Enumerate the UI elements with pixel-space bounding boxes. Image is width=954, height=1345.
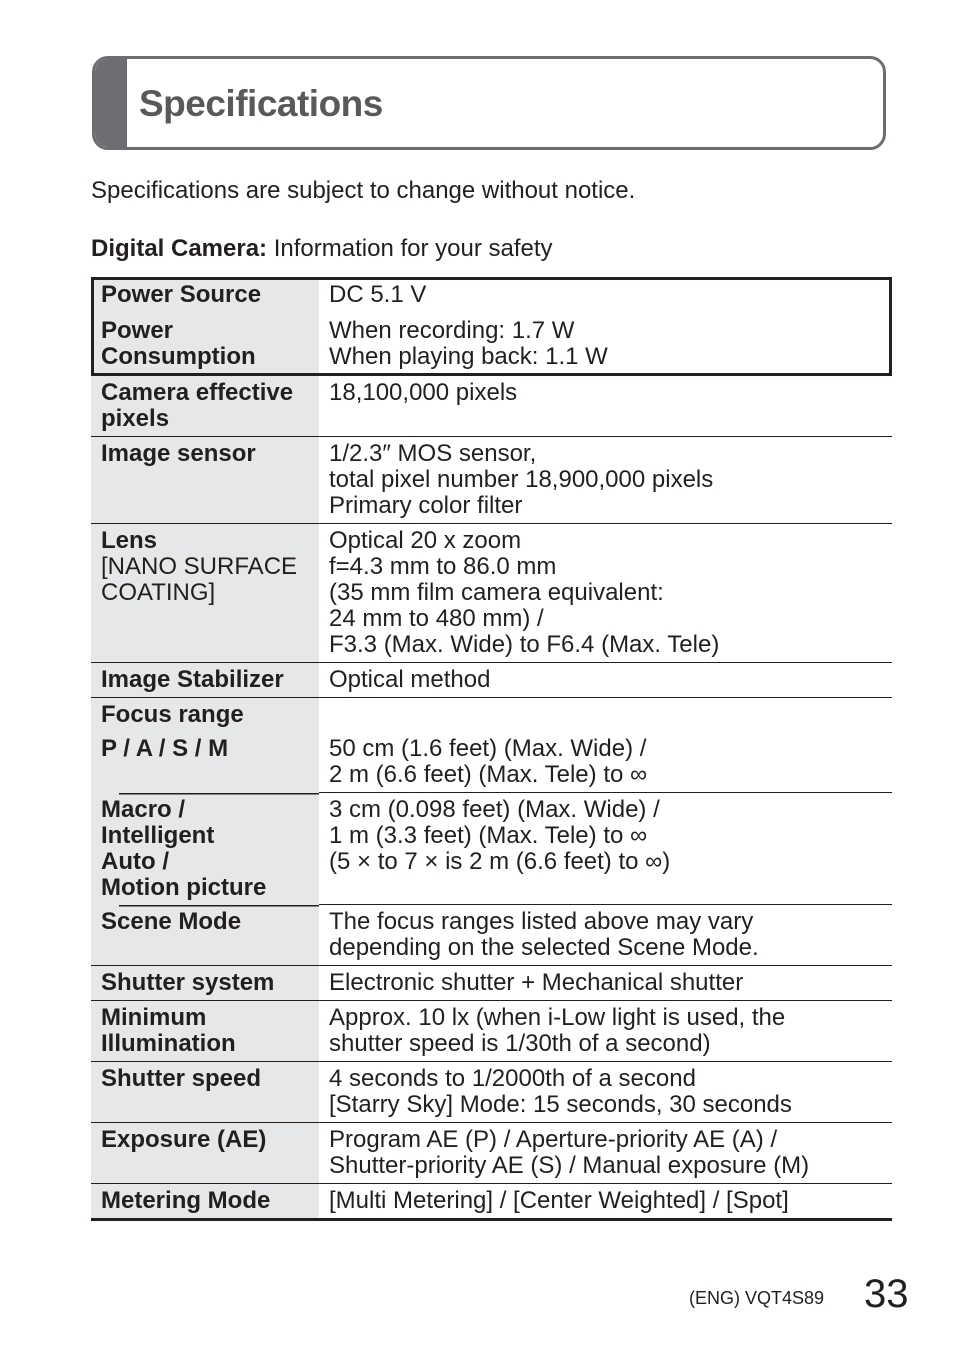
value-image-stabilizer: Optical method [319, 663, 892, 698]
safety-text: Information for your safety [267, 235, 553, 262]
value-line: 50 cm (1.6 feet) (Max. Wide) / [329, 735, 647, 762]
value-macro [319, 793, 892, 905]
row-focus-scene [91, 905, 892, 966]
label-min-illumination [91, 1001, 319, 1062]
notice-text: Specifications are subject to change without notice. [91, 177, 636, 204]
label-macro [91, 793, 319, 905]
label-exposure: Exposure (AE) [91, 1123, 319, 1184]
row-exposure [91, 1123, 892, 1184]
value-line: 24 mm to 480 mm) / [329, 605, 544, 632]
label-metering: Metering Mode [91, 1184, 319, 1220]
label-pasm: P / A / S / M [91, 732, 319, 793]
document-code: (ENG) VQT4S89 [689, 1288, 825, 1308]
value-line: 1 m (3.3 feet) (Max. Tele) to ∞ [329, 822, 648, 849]
value-exposure [319, 1123, 892, 1184]
label-line: Minimum [101, 1004, 207, 1031]
page-number: 33 [864, 1272, 909, 1316]
safety-label: Digital Camera: [91, 235, 268, 262]
label-line: Macro / [101, 795, 186, 823]
row-power-consumption [91, 312, 892, 375]
label-line: Camera effective [101, 379, 294, 406]
label-image-stabilizer: Image Stabilizer [91, 663, 319, 698]
value-effective-pixels: 18,100,000 pixels [319, 375, 892, 437]
value-pasm [319, 732, 892, 793]
value-image-sensor [319, 437, 892, 524]
value-line: When recording: 1.7 W [329, 317, 575, 344]
row-min-illumination [91, 1001, 892, 1062]
page-title: Specifications [139, 83, 383, 124]
value-power-source: DC 5.1 V [329, 281, 427, 308]
value-line: total pixel number 18,900,000 pixels [329, 466, 714, 493]
value-line: F3.3 (Max. Wide) to F6.4 (Max. Tele) [329, 631, 720, 658]
value-line: shutter speed is 1/30th of a second) [329, 1030, 711, 1057]
label-scene-mode: Scene Mode [91, 905, 319, 966]
label-subline: [NANO SURFACE [101, 553, 298, 580]
value-line: Shutter-priority AE (S) / Manual exposure (M) [329, 1152, 810, 1179]
label-power-consumption [91, 312, 319, 375]
value-line: Approx. 10 lx (when i-Low light is used, the [329, 1004, 786, 1031]
label-line: Motion picture [101, 873, 267, 901]
value-min-illumination [319, 1001, 892, 1062]
value-scene-mode [319, 905, 892, 966]
value-line: Program AE (P) / Aperture-priority AE (A) / [329, 1126, 778, 1153]
value-line: 4 seconds to 1/2000th of a second [329, 1065, 696, 1092]
label-line: Power [101, 317, 174, 344]
row-focus-macro [91, 793, 892, 905]
label-line: Intelligent [101, 821, 215, 849]
value-shutter-system: Electronic shutter + Mechanical shutter [319, 966, 892, 1001]
row-shutter-speed [91, 1062, 892, 1123]
label-line: Auto / [101, 847, 169, 875]
label-focus-range: Focus range [91, 698, 319, 733]
label-power-source: Power Source [91, 277, 319, 312]
label-shutter-system: Shutter system [91, 966, 319, 1001]
label-shutter-speed: Shutter speed [91, 1062, 319, 1123]
value-shutter-speed [319, 1062, 892, 1123]
value-line: 3 cm (0.098 feet) (Max. Wide) / [329, 796, 660, 823]
row-focus-pasm [91, 732, 892, 793]
value-line: Optical 20 x zoom [329, 527, 522, 554]
row-metering [91, 1184, 892, 1220]
row-shutter-system [91, 966, 892, 1001]
section-title-box [92, 56, 886, 150]
value-line: 1/2.3″ MOS sensor, [329, 440, 537, 467]
row-effective-pixels [91, 375, 892, 437]
label-lens [91, 524, 319, 663]
label-image-sensor: Image sensor [91, 437, 319, 524]
value-line: depending on the selected Scene Mode. [329, 934, 759, 961]
label-effective-pixels [91, 375, 319, 437]
value-line: The focus ranges listed above may vary [329, 908, 754, 935]
label-line: Illumination [101, 1030, 236, 1057]
value-line: (5 × to 7 × is 2 m (6.6 feet) to ∞) [329, 848, 671, 875]
value-focus-range [319, 698, 892, 733]
value-line: When playing back: 1.1 W [329, 343, 608, 370]
value-power-consumption [319, 312, 892, 375]
label-line: Lens [101, 527, 158, 554]
row-image-sensor [91, 437, 892, 524]
label-line: pixels [101, 405, 170, 432]
label-subline: COATING] [101, 579, 216, 606]
row-power-source [91, 277, 892, 312]
value-line: Primary color filter [329, 492, 523, 519]
label-line: Consumption [101, 343, 256, 370]
row-image-stabilizer [91, 663, 892, 698]
title-accent-bar [95, 59, 127, 147]
value-line: f=4.3 mm to 86.0 mm [329, 553, 557, 580]
spec-table [91, 277, 892, 1221]
value-lens [319, 524, 892, 663]
value-line: (35 mm film camera equivalent: [329, 579, 664, 606]
value-line: 2 m (6.6 feet) (Max. Tele) to ∞ [329, 761, 648, 788]
value-metering: [Multi Metering] / [Center Weighted] / [Spot] [319, 1184, 892, 1220]
safety-line [91, 235, 553, 263]
row-lens [91, 524, 892, 663]
value-line: [Starry Sky] Mode: 15 seconds, 30 seconds [329, 1091, 792, 1118]
row-focus-range [91, 698, 892, 733]
